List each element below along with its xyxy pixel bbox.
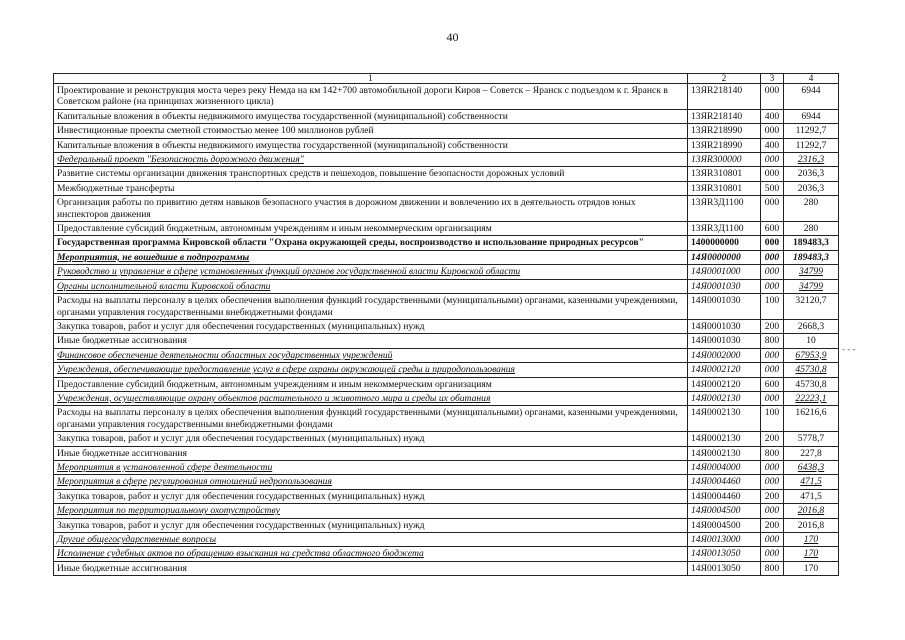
row-type-cell: 000	[761, 236, 784, 250]
table-row	[54, 504, 839, 518]
table-row	[54, 460, 839, 474]
row-amount-cell: 2036,3	[784, 181, 839, 195]
row-amount-cell: 189483,3	[784, 250, 839, 264]
row-amount-cell: 5778,7	[784, 432, 839, 446]
column-header-type: 3	[761, 74, 784, 84]
row-code-cell: 14Я0013050	[688, 547, 761, 561]
table-row	[54, 265, 839, 279]
row-amount-cell: 471,5	[784, 489, 839, 503]
table-row	[54, 391, 839, 405]
table-row	[54, 518, 839, 532]
table-body	[54, 84, 839, 576]
row-amount-cell: 471,5	[784, 475, 839, 489]
row-amount-cell: 34799	[784, 265, 839, 279]
row-type-cell: 800	[761, 446, 784, 460]
row-type-cell: 000	[761, 153, 784, 167]
row-code-cell: 14Я0002000	[688, 348, 761, 362]
row-code-cell: 14Я0002130	[688, 446, 761, 460]
row-name-cell: Закупка товаров, работ и услуг для обеспечения государственных (муниципальных) нужд	[54, 432, 688, 446]
row-name-cell: Государственная программа Кировской области "Охрана окружающей среды, воспроизводство и использование природных ресурсов"	[54, 236, 688, 250]
row-type-cell: 100	[761, 294, 784, 320]
row-type-cell: 100	[761, 406, 784, 432]
row-type-cell: 000	[761, 196, 784, 222]
column-header-amount: 4	[784, 74, 839, 84]
page-number: 40	[446, 30, 459, 44]
table-row	[54, 363, 839, 377]
row-code-cell: 13ЯR3Д1100	[688, 222, 761, 236]
row-code-cell: 14Я0001030	[688, 334, 761, 348]
row-code-cell: 13ЯR218140	[688, 109, 761, 123]
row-name-cell: Федеральный проект "Безопасность дорожного движения"	[54, 153, 688, 167]
row-type-cell: 400	[761, 138, 784, 152]
row-code-cell: 14Я0001030	[688, 319, 761, 333]
row-type-cell: 000	[761, 475, 784, 489]
row-amount-cell: 280	[784, 222, 839, 236]
row-amount-cell: 170	[784, 547, 839, 561]
row-type-cell: 000	[761, 533, 784, 547]
row-code-cell: 14Я0001030	[688, 279, 761, 293]
table-row	[54, 319, 839, 333]
row-type-cell: 000	[761, 250, 784, 264]
table-row	[54, 348, 839, 362]
table-row	[54, 446, 839, 460]
row-type-cell: 000	[761, 348, 784, 362]
table-row	[54, 138, 839, 152]
row-amount-cell: 11292,7	[784, 138, 839, 152]
row-amount-cell: 45730,8	[784, 363, 839, 377]
row-code-cell: 14Я0013000	[688, 533, 761, 547]
row-code-cell: 14Я0004460	[688, 489, 761, 503]
row-name-cell: Мероприятия в сфере регулирования отношений недропользования	[54, 475, 688, 489]
row-amount-cell: 6944	[784, 84, 839, 110]
row-amount-cell: 170	[784, 561, 839, 575]
row-name-cell: Мероприятия, не вошедшие в подпрограммы	[54, 250, 688, 264]
row-code-cell: 14Я0002130	[688, 406, 761, 432]
table-header-row	[54, 74, 839, 84]
row-code-cell: 14Я0002120	[688, 363, 761, 377]
row-name-cell: Закупка товаров, работ и услуг для обеспечения государственных (муниципальных) нужд	[54, 319, 688, 333]
row-amount-cell: 189483,3	[784, 236, 839, 250]
row-amount-cell: 2016,8	[784, 504, 839, 518]
row-code-cell: 14Я0001030	[688, 294, 761, 320]
row-name-cell: Учреждения, осуществляющие охрану объектов растительного и животного мира и среды их обитания	[54, 391, 688, 405]
row-name-cell: Проектирование и реконструкция моста через реку Немда на км 142+700 автомобильной дороги Киров – Советск – Яранск с подъездом к г. Яранск в Советском районе (на принципах жизненного цикла)	[54, 84, 688, 110]
table-row	[54, 222, 839, 236]
row-code-cell: 13ЯR310801	[688, 181, 761, 195]
row-amount-cell: 170	[784, 533, 839, 547]
row-code-cell: 13ЯR218990	[688, 138, 761, 152]
row-name-cell: Капитальные вложения в объекты недвижимого имущества государственной (муниципальной) собственности	[54, 138, 688, 152]
row-type-cell: 000	[761, 363, 784, 377]
row-name-cell: Расходы на выплаты персоналу в целях обеспечения выполнения функций государственными (муниципальными) органами, казенными учреждениями, органами управления государственными внебюджетными фондами	[54, 294, 688, 320]
row-type-cell: 000	[761, 547, 784, 561]
row-name-cell: Расходы на выплаты персоналу в целях обеспечения выполнения функций государственными (муниципальными) органами, казенными учреждениями, органами управления государственными внебюджетными фондами	[54, 406, 688, 432]
row-type-cell: 200	[761, 319, 784, 333]
table-row	[54, 84, 839, 110]
row-name-cell: Учреждения, обеспечивающие предоставление услуг в сфере охраны окружающей среды и природопользования	[54, 363, 688, 377]
table-row	[54, 181, 839, 195]
table-row	[54, 475, 839, 489]
table-row	[54, 236, 839, 250]
row-type-cell: 000	[761, 124, 784, 138]
table-row	[54, 167, 839, 181]
row-name-cell: Развитие системы организации движения транспортных средств и пешеходов, повышение безопасности дорожных условий	[54, 167, 688, 181]
row-code-cell: 14Я0004500	[688, 518, 761, 532]
row-type-cell: 000	[761, 504, 784, 518]
row-code-cell: 14Я0002130	[688, 432, 761, 446]
row-name-cell: Организация работы по привитию детям навыков безопасного участия в дорожном движении и вовлечению их в деятельность отрядов юных инспекторов движения	[54, 196, 688, 222]
table-row	[54, 489, 839, 503]
row-amount-cell: 45730,8	[784, 377, 839, 391]
row-type-cell: 800	[761, 334, 784, 348]
row-amount-cell: 11292,7	[784, 124, 839, 138]
table-row	[54, 334, 839, 348]
row-name-cell: Другие общегосударственные вопросы	[54, 533, 688, 547]
row-type-cell: 000	[761, 460, 784, 474]
row-amount-cell: 2036,3	[784, 167, 839, 181]
row-name-cell: Мероприятия в установленной сфере деятельности	[54, 460, 688, 474]
row-name-cell: Капитальные вложения в объекты недвижимого имущества государственной (муниципальной) собственности	[54, 109, 688, 123]
row-name-cell: Предоставление субсидий бюджетным, автономным учреждениям и иным некоммерческим организациям	[54, 222, 688, 236]
row-amount-cell: 32120,7	[784, 294, 839, 320]
margin-pen-mark: - - -	[842, 344, 856, 354]
row-name-cell: Иные бюджетные ассигнования	[54, 446, 688, 460]
row-type-cell: 600	[761, 222, 784, 236]
table-row	[54, 377, 839, 391]
row-amount-cell: 2668,3	[784, 319, 839, 333]
row-amount-cell: 10	[784, 334, 839, 348]
row-code-cell: 13ЯR218140	[688, 84, 761, 110]
row-code-cell: 13ЯR218990	[688, 124, 761, 138]
row-code-cell: 14Я0002120	[688, 377, 761, 391]
row-type-cell: 200	[761, 489, 784, 503]
row-name-cell: Мероприятия по территориальному охотустройству	[54, 504, 688, 518]
table-row	[54, 124, 839, 138]
table-row	[54, 533, 839, 547]
row-type-cell: 000	[761, 391, 784, 405]
row-amount-cell: 6944	[784, 109, 839, 123]
table-row	[54, 294, 839, 320]
row-code-cell: 13ЯR3Д1100	[688, 196, 761, 222]
row-type-cell: 000	[761, 265, 784, 279]
row-amount-cell: 16216,6	[784, 406, 839, 432]
table-row	[54, 153, 839, 167]
column-header-name: 1	[54, 74, 688, 84]
row-amount-cell: 280	[784, 196, 839, 222]
row-code-cell: 14Я0002130	[688, 391, 761, 405]
row-type-cell: 200	[761, 518, 784, 532]
row-type-cell: 200	[761, 432, 784, 446]
table-row	[54, 561, 839, 575]
row-type-cell: 000	[761, 167, 784, 181]
row-name-cell: Инвестиционные проекты сметной стоимостью менее 100 миллионов рублей	[54, 124, 688, 138]
table-row	[54, 406, 839, 432]
table-row	[54, 109, 839, 123]
row-code-cell: 14Я0000000	[688, 250, 761, 264]
row-amount-cell: 2316,3	[784, 153, 839, 167]
row-amount-cell: 6438,3	[784, 460, 839, 474]
row-type-cell: 800	[761, 561, 784, 575]
row-type-cell: 000	[761, 84, 784, 110]
row-code-cell: 14Я0013050	[688, 561, 761, 575]
row-name-cell: Предоставление субсидий бюджетным, автономным учреждениям и иным некоммерческим организациям	[54, 377, 688, 391]
row-code-cell: 14Я0004500	[688, 504, 761, 518]
table-row	[54, 279, 839, 293]
budget-table	[53, 73, 839, 576]
row-name-cell: Органы исполнительной власти Кировской области	[54, 279, 688, 293]
row-code-cell: 13ЯR300000	[688, 153, 761, 167]
row-code-cell: 14Я0004000	[688, 460, 761, 474]
row-name-cell: Закупка товаров, работ и услуг для обеспечения государственных (муниципальных) нужд	[54, 489, 688, 503]
row-name-cell: Руководство и управление в сфере установленных функций органов государственной власти Кировской области	[54, 265, 688, 279]
row-type-cell: 400	[761, 109, 784, 123]
row-name-cell: Межбюджетные трансферты	[54, 181, 688, 195]
row-name-cell: Иные бюджетные ассигнования	[54, 561, 688, 575]
row-amount-cell: 227,8	[784, 446, 839, 460]
row-type-cell: 500	[761, 181, 784, 195]
table-row	[54, 196, 839, 222]
row-amount-cell: 34799	[784, 279, 839, 293]
table-row	[54, 250, 839, 264]
row-code-cell: 14Я0001000	[688, 265, 761, 279]
table-row	[54, 547, 839, 561]
row-name-cell: Закупка товаров, работ и услуг для обеспечения государственных (муниципальных) нужд	[54, 518, 688, 532]
row-name-cell: Иные бюджетные ассигнования	[54, 334, 688, 348]
row-name-cell: Финансовое обеспечение деятельности областных государственных учреждений	[54, 348, 688, 362]
row-name-cell: Исполнение судебных актов по обращению взыскания на средства областного бюджета	[54, 547, 688, 561]
row-amount-cell: 2016,8	[784, 518, 839, 532]
row-amount-cell: 22223,1	[784, 391, 839, 405]
column-header-code: 2	[688, 74, 761, 84]
row-code-cell: 14Я0004460	[688, 475, 761, 489]
row-code-cell: 13ЯR310801	[688, 167, 761, 181]
row-code-cell: 1400000000	[688, 236, 761, 250]
row-amount-cell: 67953,9	[784, 348, 839, 362]
row-type-cell: 000	[761, 279, 784, 293]
row-type-cell: 600	[761, 377, 784, 391]
table-row	[54, 432, 839, 446]
